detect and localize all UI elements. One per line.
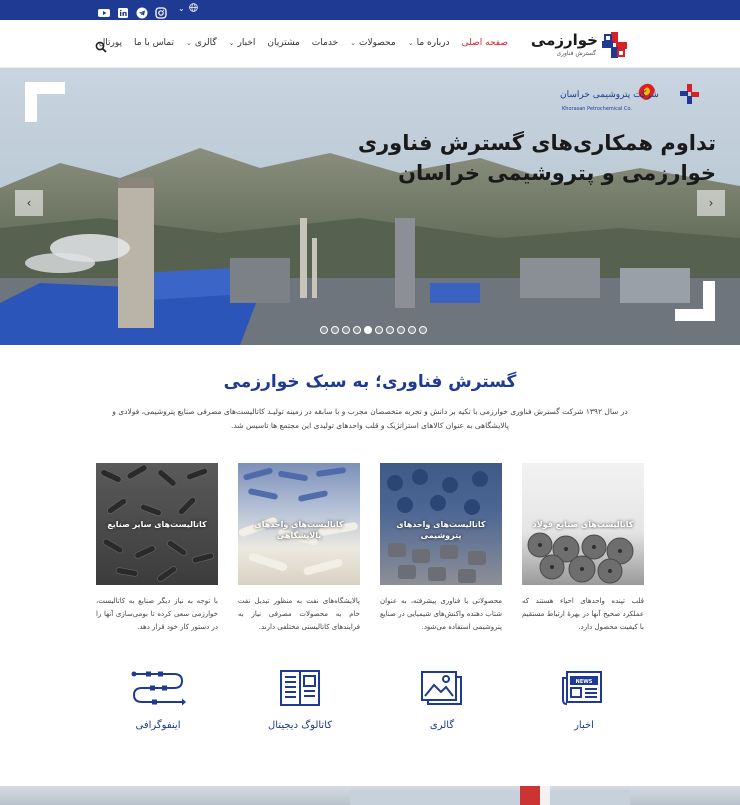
partner-logo-en: Khorasan Petrochemical Co. <box>562 106 633 112</box>
language-selector[interactable] <box>178 3 198 14</box>
product-card-image[interactable] <box>522 463 644 585</box>
svg-text:NEWS: NEWS <box>575 679 593 685</box>
slider-dot[interactable] <box>342 326 350 334</box>
intro-text: در سال ۱۳۹۲ شرکت گسترش فناوری خوارزمی با تکیه بر دانش و تجربه متخصصان مجرب و با سابقه در زمینه تولیـد کاتالیست‌های مصرفی صنایع پتروشیمی، فولادی و پالایشگاهی به عنوان کالاهای استراتژیک و قلب واحدهای تولیدی این مجتمع ها تاسیس شد. <box>112 407 628 430</box>
slider-dot[interactable] <box>375 326 383 334</box>
nav-item[interactable] <box>186 38 217 48</box>
hero-slide-title <box>356 128 716 188</box>
hero-partner-logos <box>560 80 720 120</box>
nav-item[interactable] <box>134 38 174 48</box>
product-card-petrochemical[interactable] <box>380 463 502 634</box>
main-header <box>0 20 740 68</box>
nav-item-label: تماس با ما <box>134 38 174 48</box>
globe-icon <box>189 3 198 14</box>
nav-item-label: گالری <box>194 38 217 48</box>
feature-label: اینفوگرافی <box>135 720 181 731</box>
nav-item-label: درباره ما <box>416 38 450 48</box>
hero-slider <box>0 68 740 345</box>
slider-dot[interactable] <box>408 326 416 334</box>
chevron-down-icon: ⌄ <box>350 39 356 47</box>
logo-subtext: گسترش فناوری <box>556 50 596 57</box>
image-gallery-icon <box>419 668 465 708</box>
logo-text: خوارزمی <box>530 31 598 49</box>
slider-dot[interactable] <box>364 326 372 334</box>
nav-item-label: مشتریان <box>267 38 300 48</box>
infographic-icon <box>130 668 186 708</box>
search-button[interactable] <box>95 38 107 50</box>
product-card-image[interactable] <box>238 463 360 585</box>
feature-gallery[interactable] <box>392 668 492 731</box>
linkedin-icon[interactable] <box>117 4 129 16</box>
nav-item[interactable] <box>350 38 396 48</box>
nav-item-label: پورتال <box>98 38 123 48</box>
catalog-book-icon <box>277 668 323 708</box>
main-nav <box>99 38 508 48</box>
slider-dot[interactable] <box>353 326 361 334</box>
feature-news[interactable] <box>534 668 634 731</box>
next-section-banner-top <box>0 786 740 805</box>
chevron-left-icon: ‹ <box>26 196 32 210</box>
partner-logo-text: شرکت پتروشیمی خراسان <box>560 90 659 100</box>
feature-label: گالری <box>429 720 455 731</box>
feature-digital-catalog[interactable] <box>250 668 350 731</box>
nav-item-label: صفحه اصلی <box>461 38 508 48</box>
site-logo[interactable] <box>530 29 640 61</box>
chevron-down-icon: ⌄ <box>407 39 414 47</box>
slider-dot[interactable] <box>419 326 427 334</box>
chevron-down-icon: ⌄ <box>228 39 235 47</box>
social-links <box>98 4 167 16</box>
product-card-label: کاتالیست‌های واحدهای پالایشگاهی <box>254 520 344 540</box>
product-card-desc: قلب تپنده واحدهای احیاء هستند که عملکرد صحیح آنها در بهرهٔ ارتباط مستقیم با کیفیت محصول دارد. <box>522 597 644 631</box>
slider-prev-button[interactable] <box>15 190 43 216</box>
chevron-down-icon: ⌄ <box>186 39 192 47</box>
feature-infographic[interactable] <box>108 668 208 731</box>
chevron-down-icon: ⌄ <box>178 4 185 13</box>
slider-dot[interactable] <box>320 326 328 334</box>
nav-item[interactable] <box>229 38 256 48</box>
feature-label: کاتالوگ دیجیتال <box>267 720 333 731</box>
decor-corner-bottom-right <box>675 281 715 321</box>
product-card-desc: محصولاتی با فناوری پیشرفته، به عنوان شتاب دهنده واکنش‌های شیمیایی در صنایع پتروشیمی استفاده می‌شود. <box>380 597 502 631</box>
slider-dots <box>320 326 427 334</box>
chevron-right-icon: › <box>708 196 714 210</box>
product-card-image[interactable] <box>96 463 218 585</box>
nav-item-label: اخبار <box>237 38 256 48</box>
intro-title: گسترش فناوری؛ به سبک خوارزمی <box>223 372 517 392</box>
product-card-label: کاتالیست‌های واحدهای پتروشیمی <box>396 520 486 540</box>
product-card-refinery[interactable] <box>238 463 360 634</box>
nav-item[interactable] <box>312 38 338 48</box>
nav-item-label: خدمات <box>311 38 339 48</box>
top-bar <box>0 0 740 20</box>
feature-label: اخبار <box>574 720 594 731</box>
slider-dot[interactable] <box>331 326 339 334</box>
hero-title-line1: تداوم همکاری‌های گسترش فناوری <box>357 131 716 155</box>
product-card-label: کاتالیست‌های سایر صنایع <box>107 520 207 529</box>
hero-title-line2: خوارزمی و پتروشیمی خراسان <box>398 161 716 185</box>
nav-item[interactable] <box>267 38 299 48</box>
slider-next-button[interactable] <box>697 190 725 216</box>
product-card-steel[interactable] <box>522 463 644 634</box>
product-card-desc: پالایشگاه‌های نفت به منظور تبدیل نفت خام به محصولات مصرفی نیاز به فرایندهای کاتالیستی مختلفی دارند. <box>238 597 360 631</box>
search-icon <box>95 41 107 53</box>
instagram-icon[interactable] <box>155 4 167 16</box>
youtube-icon[interactable] <box>98 4 110 16</box>
slider-dot[interactable] <box>386 326 394 334</box>
product-card-desc: با توجه به نیاز دیگر صنایع به کاتالیست، خوارزمی سعی کرده تا بومی‌سازی آنها را در دستور کار خود قرار دهد. <box>96 597 218 631</box>
nav-item-label: محصولات <box>359 38 396 48</box>
nav-item[interactable] <box>462 38 508 48</box>
product-card-other-industries[interactable] <box>96 463 218 634</box>
slider-dot[interactable] <box>397 326 405 334</box>
product-card-image[interactable] <box>380 463 502 585</box>
decor-corner-top-left <box>25 82 65 122</box>
newspaper-icon <box>561 668 607 708</box>
nav-item[interactable] <box>408 38 450 48</box>
product-card-label: کاتالیست‌های صنایع فولاد <box>532 520 634 529</box>
telegram-icon[interactable] <box>136 4 148 16</box>
